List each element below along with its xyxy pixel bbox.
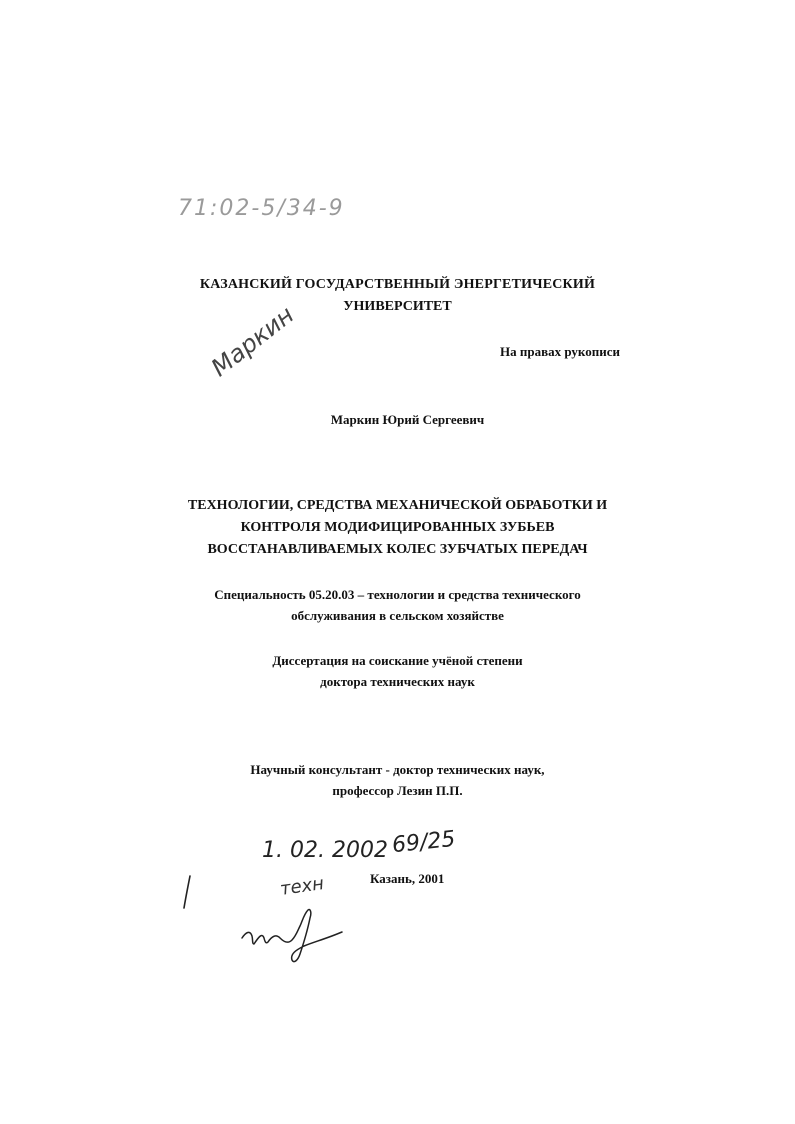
dissertation-title-line3: ВОССТАНАВЛИВАЕМЫХ КОЛЕС ЗУБЧАТЫХ ПЕРЕДАЧ	[207, 542, 588, 557]
handwritten-date-code: 1. 02. 2002	[262, 838, 388, 863]
university-name-line1: КАЗАНСКИЙ ГОСУДАРСТВЕННЫЙ ЭНЕРГЕТИЧЕСКИЙ	[199, 277, 596, 292]
degree-line2: доктора технических наук	[320, 674, 475, 689]
dissertation-title-line2: КОНТРОЛЯ МОДИФИЦИРОВАННЫХ ЗУБЬЕВ	[240, 520, 555, 535]
handwritten-fraction-code: 69/25	[390, 826, 457, 859]
author-name: Маркин Юрий Сергеевич	[330, 412, 485, 427]
handwritten-archive-number: 71:02-5/34-9	[178, 196, 345, 221]
signature-scribble	[238, 904, 348, 966]
specialty-line2: обслуживания в сельском хозяйстве	[291, 608, 504, 623]
consultant-line2: профессор Лезин П.П.	[332, 783, 463, 798]
degree-line1: Диссертация на соискание учёной степени	[272, 653, 523, 668]
specialty-line1: Специальность 05.20.03 – технологии и средства технического	[214, 587, 581, 602]
dissertation-title-line1: ТЕХНОЛОГИИ, СРЕДСТВА МЕХАНИЧЕСКОЙ ОБРАБОТКИ И	[187, 498, 608, 513]
manuscript-note: На правах рукописи	[500, 344, 620, 359]
place-year: Казань, 2001	[370, 871, 445, 886]
handwritten-margin-note: Маркин	[206, 300, 300, 383]
university-name-line2: УНИВЕРСИТЕТ	[343, 299, 452, 314]
pen-stroke-mark	[180, 874, 194, 910]
consultant-line1: Научный консультант - доктор технических наук,	[250, 762, 545, 777]
handwritten-dept-note: техн	[278, 873, 326, 900]
